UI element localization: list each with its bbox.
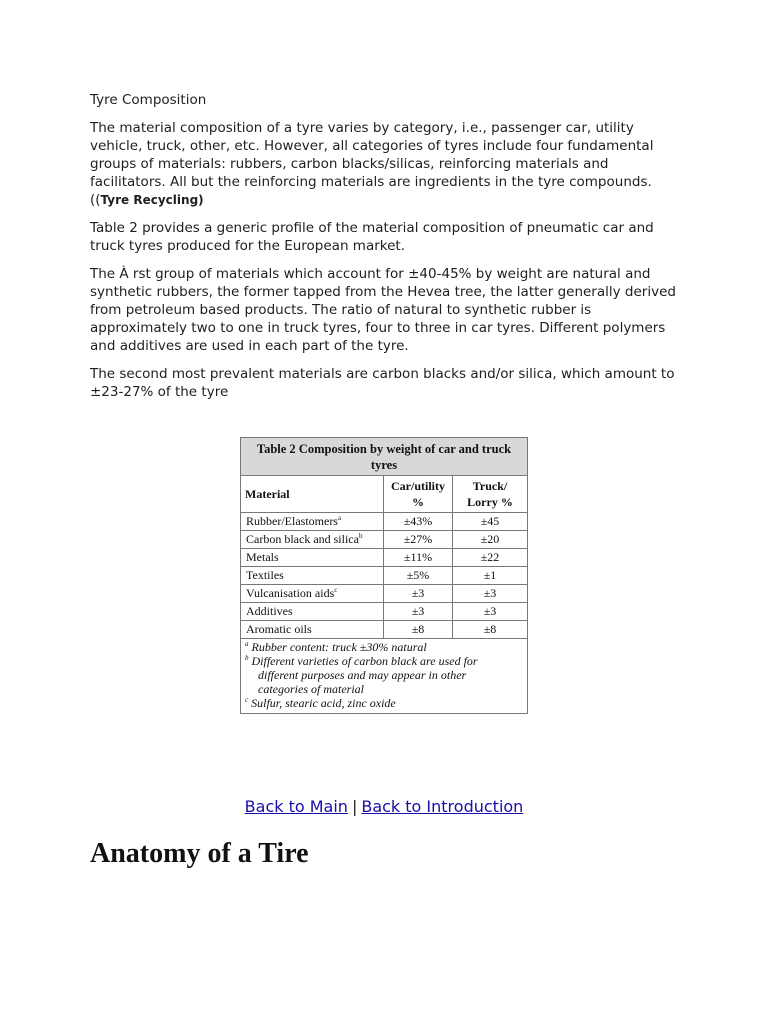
- table-row: [241, 585, 528, 603]
- footnote-b-line-2: different purposes and may appear in other: [258, 668, 467, 682]
- composition-table: [240, 437, 528, 714]
- cell-car-utility: ±43%: [384, 513, 453, 531]
- cell-material: Textiles: [241, 567, 384, 585]
- header-truck-lorry: Truck/ Lorry %: [453, 476, 528, 513]
- cell-car-utility: ±27%: [384, 531, 453, 549]
- cell-material: Aromatic oils: [241, 621, 384, 639]
- table-row: [241, 621, 528, 639]
- header-material: Material: [241, 476, 384, 513]
- cell-car-utility: ±11%: [384, 549, 453, 567]
- cell-truck-lorry: ±45: [453, 513, 528, 531]
- cell-material: Vulcanisation aids$^c$: [241, 585, 384, 603]
- cell-car-utility: ±5%: [384, 567, 453, 585]
- cell-truck-lorry: ±22: [453, 549, 528, 567]
- cell-car-utility: ±8: [384, 621, 453, 639]
- composition-table-figure: [240, 437, 528, 714]
- reference-tyre-recycling: Tyre Recycling): [100, 193, 204, 207]
- paragraph-intro-text: The material composition of a tyre varies by category, i.e., passenger car, utility vehicle, truck, other, etc. However, all categories of tyres include four fundamental groups of materials: rubbers, carbon blacks/silicas, reinforcing materials and facilitators. All but the reinforcing materials are ingredients in the tyre compounds.: [90, 120, 654, 190]
- cell-truck-lorry: ±1: [453, 567, 528, 585]
- table-row: [241, 549, 528, 567]
- nav-links: [0, 797, 768, 816]
- back-to-introduction-link[interactable]: Back to Introduction: [361, 797, 524, 816]
- cell-truck-lorry: ±8: [453, 621, 528, 639]
- paragraph-intro: [90, 119, 680, 209]
- cell-truck-lorry: ±20: [453, 531, 528, 549]
- paragraph-rubbers: The À rst group of materials which account for ±40-45% by weight are natural and synthetic rubbers, the former tapped from the Hevea tree, the latter generally derived from petroleum based products. The ratio of natural to synthetic rubber is approximately two to one in truck tyres, four to three in car tyres. Different polymers and additives are used in each part of the tyre.: [90, 266, 676, 354]
- header-car-utility: Car/utility %: [384, 476, 453, 513]
- table-body: [241, 513, 528, 639]
- back-to-main-link[interactable]: Back to Main: [244, 797, 348, 816]
- ref-prefix: ((: [90, 192, 101, 208]
- paragraph-carbon-blacks: The second most prevalent materials are carbon blacks and/or silica, which amount to ±23-27% of the tyre: [90, 366, 675, 400]
- cell-material: Rubber/Elastomers$^a$: [241, 513, 384, 531]
- footnote-b: $^b$ Different varieties of carbon black are used for: [245, 654, 478, 668]
- table-row: [241, 567, 528, 585]
- cell-car-utility: ±3: [384, 603, 453, 621]
- table-row: [241, 531, 528, 549]
- article-body: [90, 91, 680, 411]
- cell-material: Additives: [241, 603, 384, 621]
- cell-material: Carbon black and silica$^b$: [241, 531, 384, 549]
- section-title: Anatomy of a Tire: [90, 838, 309, 869]
- table-footnotes: [241, 639, 528, 714]
- cell-car-utility: ±3: [384, 585, 453, 603]
- page-heading: Tyre Composition: [90, 92, 207, 108]
- cell-truck-lorry: ±3: [453, 603, 528, 621]
- link-separator: |: [351, 797, 358, 816]
- cell-material: Metals: [241, 549, 384, 567]
- footnote-a: $^a$ Rubber content: truck ±30% natural: [245, 640, 427, 654]
- table-row: [241, 513, 528, 531]
- table-title: Table 2 Composition by weight of car and truck tyres: [241, 438, 528, 476]
- cell-truck-lorry: ±3: [453, 585, 528, 603]
- paragraph-table-intro: Table 2 provides a generic profile of the material composition of pneumatic car and truck tyres produced for the European market.: [90, 220, 654, 254]
- footnote-b-line-3: categories of material: [258, 682, 364, 696]
- footnote-c: $^c$ Sulfur, stearic acid, zinc oxide: [245, 696, 396, 710]
- table-row: [241, 603, 528, 621]
